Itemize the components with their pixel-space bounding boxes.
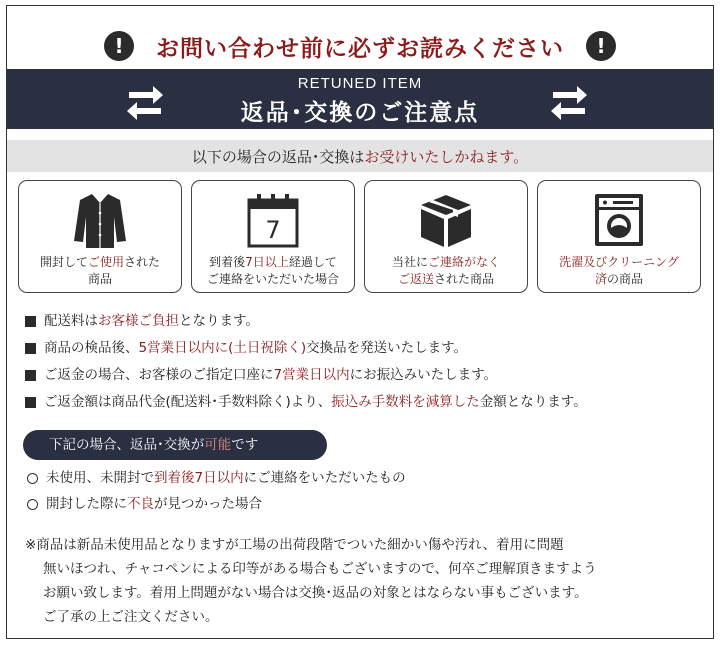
square-bullet-icon [25,397,36,408]
footnote-line: お願い致します。着用上問題がない場合は交換･返品の対象とはならない事もございます。 [43,585,588,601]
card-no-contact [364,180,528,293]
card-text: の商品 [607,272,644,286]
list-item-text: 金額となります。 [479,394,587,410]
card-text: 到着後 [209,255,246,269]
card-text: された商品 [434,272,495,286]
footnote-line: ご了承の上ご注文ください。 [43,609,219,625]
list-item-text: 配送料は [44,313,98,329]
calendar-icon [244,191,302,249]
card-washed-item [537,180,701,293]
list-item [25,338,705,365]
notice-panel [6,5,714,639]
calendar-number: 7 [265,216,281,244]
pill-text: です [231,437,259,453]
accepted-cases-list [27,468,707,520]
list-item [25,392,705,419]
warning-text: お問い合わせ前に必ずお読みください [156,35,564,62]
circle-bullet-icon [27,499,38,510]
list-item [25,311,705,338]
swap-arrows-icon [547,78,591,122]
footnote [25,535,705,631]
card-text-emphasis: ご返送 [397,272,434,286]
banner-title: 返品･交換のご注意点 [240,100,480,126]
banner [7,69,713,129]
footnote-line: ※商品は新品未使用品となりますが工場の出荷段階でついた細かい傷や汚れ、着用に問題 [25,537,564,553]
list-item-emphasis: 7営業日以内 [273,367,350,383]
card-used-item [18,180,182,293]
exclamation-icon: ! [104,31,134,61]
card-text: された [124,255,161,269]
list-item-text: にお振込みいたします。 [349,367,498,383]
list-item-text: 未使用、未開封で [46,470,154,486]
list-item-text: 開封した際に [46,496,127,512]
card-text: 商品 [87,272,112,286]
list-item-text: ご返金額は商品代金(配送料･手数料除く)より、 [44,394,332,410]
refusal-header [7,140,713,172]
exclamation-icon: ! [586,31,616,61]
list-item-emphasis: お客様ご負担 [98,313,179,329]
card-text-emphasis: ご使用 [87,255,124,269]
accepted-cases-header [23,430,327,460]
policy-list [25,311,705,419]
list-item-text: ご返金の場合、お客様のご指定口座に [44,367,274,383]
list-item [25,365,705,392]
card-text: 開封して [39,255,88,269]
circle-bullet-icon [27,473,38,484]
card-text: ご連絡をいただいた場合 [206,272,339,286]
list-item-text: 交換品を発送いたします。 [306,340,468,356]
shirt-icon [70,191,130,249]
washing-machine-icon [591,191,647,249]
list-item-emphasis: 5営業日以内に(土日祝除く) [138,340,307,356]
refusal-cards [18,180,704,293]
square-bullet-icon [25,316,36,327]
card-text: 経過して [288,255,337,269]
list-item-text: となります。 [179,313,259,329]
card-label [192,254,354,288]
refusal-header-emphasis: お受けいたしかねます。 [364,147,529,166]
card-label [365,254,527,288]
list-item [27,468,707,494]
card-text-emphasis: 7日以上 [245,255,289,269]
card-text: 当社に [391,255,428,269]
footnote-line: 無いほつれ、チャコペンによる印等がある場合もございますので、何卒ご理解頂きますよう [43,561,597,577]
list-item-text: 商品の検品後、 [44,340,139,356]
pill-text: 下記の場合、返品･交換が [49,437,205,453]
list-item-text: にご連絡をいただいたもの [243,470,406,486]
list-item-text: が見つかった場合 [154,496,262,512]
square-bullet-icon [25,343,36,354]
box-icon [415,191,477,249]
card-text-emphasis: 済 [594,272,607,286]
card-label [538,254,700,288]
card-text-emphasis: 洗濯及びクリーニング [559,255,679,269]
pill-emphasis: 可能 [204,437,232,453]
list-item-emphasis: 到着後7日以内 [154,470,244,486]
card-late-contact [191,180,355,293]
warning-row [7,28,713,64]
refusal-header-prefix: 以下の場合の返品･交換は [191,147,365,166]
square-bullet-icon [25,370,36,381]
card-label [19,254,181,288]
list-item-emphasis: 不良 [127,496,154,512]
card-text-emphasis: ご連絡がなく [428,255,501,269]
list-item-emphasis: 振込み手数料を減算した [331,394,480,410]
banner-subtitle: RETUNED ITEM [297,75,423,92]
list-item [27,494,707,520]
